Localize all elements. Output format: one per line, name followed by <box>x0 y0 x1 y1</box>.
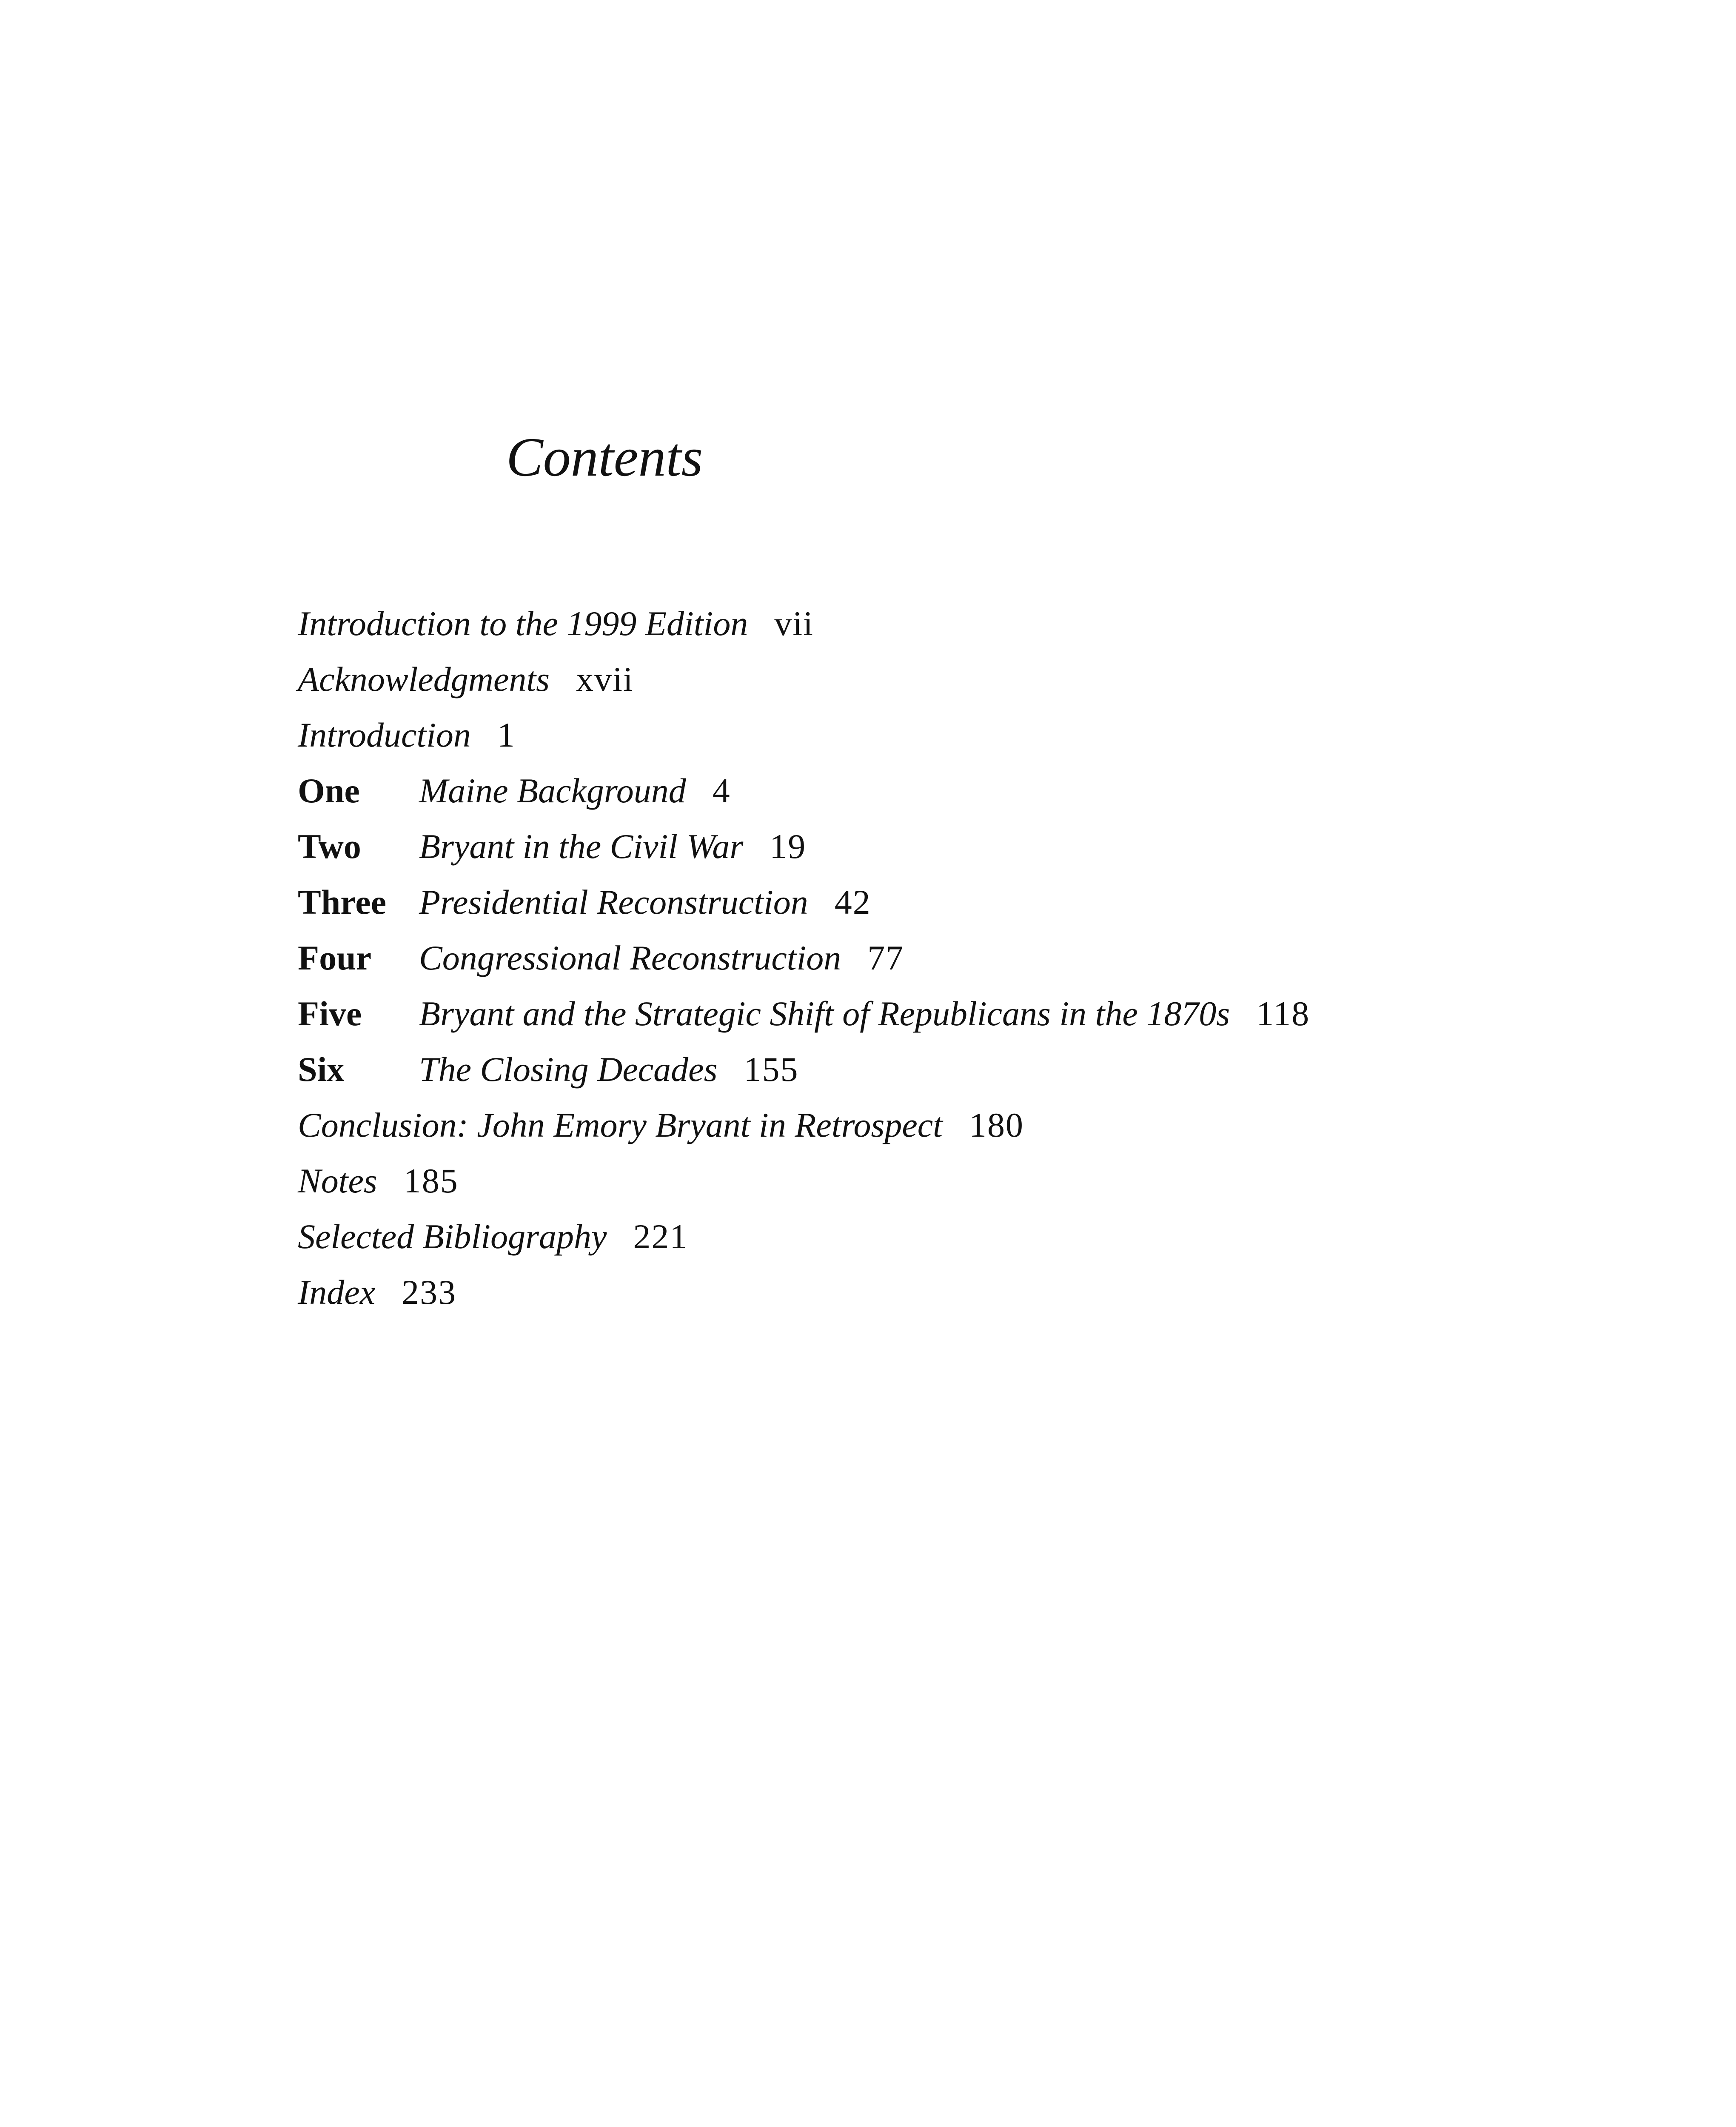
toc-entry-title: The Closing Decades <box>419 1050 718 1089</box>
toc-entry-title: Bryant in the Civil War <box>419 827 744 866</box>
toc-entry-page: 155 <box>744 1050 799 1089</box>
page-title: Contents <box>506 427 703 488</box>
toc-entry-chapter-three[interactable] <box>298 874 1574 930</box>
toc-entry-page: 221 <box>633 1217 688 1256</box>
toc-chapter-label: Three <box>298 883 387 921</box>
toc-chapter-label: Five <box>298 994 362 1033</box>
toc-entry-page: 180 <box>969 1106 1024 1144</box>
toc-entry-title: Introduction <box>298 716 471 754</box>
toc-entry-title: Acknowledgments <box>298 660 550 699</box>
toc-entry-index[interactable] <box>298 1264 1574 1320</box>
toc-entry-chapter-six[interactable] <box>298 1041 1574 1097</box>
toc-chapter-label: Six <box>298 1050 345 1089</box>
toc-entry-chapter-four[interactable] <box>298 930 1574 986</box>
toc-entry-title: Conclusion: John Emory Bryant in Retrospect <box>298 1106 943 1144</box>
toc-entry-page: 4 <box>712 771 731 810</box>
toc-entry-title: Introduction to the 1999 Edition <box>298 604 748 643</box>
toc-entry-acknowledgments[interactable] <box>298 651 1574 707</box>
toc-chapter-label: One <box>298 771 360 810</box>
table-of-contents <box>298 596 1574 1320</box>
toc-entry-page: vii <box>774 604 814 643</box>
toc-entry-page: 19 <box>770 827 807 866</box>
toc-entry-title: Selected Bibliography <box>298 1217 607 1256</box>
toc-entry-page: 233 <box>402 1273 457 1312</box>
toc-entry-title: Bryant and the Strategic Shift of Republicans in the 1870s <box>419 994 1230 1033</box>
toc-entry-title: Congressional Reconstruction <box>419 938 841 977</box>
toc-entry-page: xvii <box>576 660 634 699</box>
toc-entry-page: 118 <box>1256 994 1310 1033</box>
toc-entry-chapter-one[interactable] <box>298 763 1574 818</box>
toc-entry-introduction[interactable] <box>298 707 1574 763</box>
toc-entry-title: Index <box>298 1273 376 1312</box>
toc-chapter-label: Four <box>298 938 372 977</box>
toc-entry-page: 77 <box>867 938 904 977</box>
toc-entry-intro-1999[interactable] <box>298 596 1574 651</box>
toc-entry-page: 42 <box>834 883 871 921</box>
toc-chapter-label: Two <box>298 827 361 866</box>
toc-entry-title: Maine Background <box>419 771 686 810</box>
toc-entry-title: Notes <box>298 1161 377 1200</box>
toc-entry-page: 1 <box>497 716 516 754</box>
toc-entry-notes[interactable] <box>298 1153 1574 1209</box>
toc-entry-chapter-five[interactable] <box>298 986 1574 1041</box>
toc-entry-title: Presidential Reconstruction <box>419 883 808 921</box>
toc-entry-conclusion[interactable] <box>298 1097 1574 1153</box>
toc-entry-bibliography[interactable] <box>298 1209 1574 1264</box>
toc-entry-page: 185 <box>403 1161 459 1200</box>
toc-entry-chapter-two[interactable] <box>298 818 1574 874</box>
